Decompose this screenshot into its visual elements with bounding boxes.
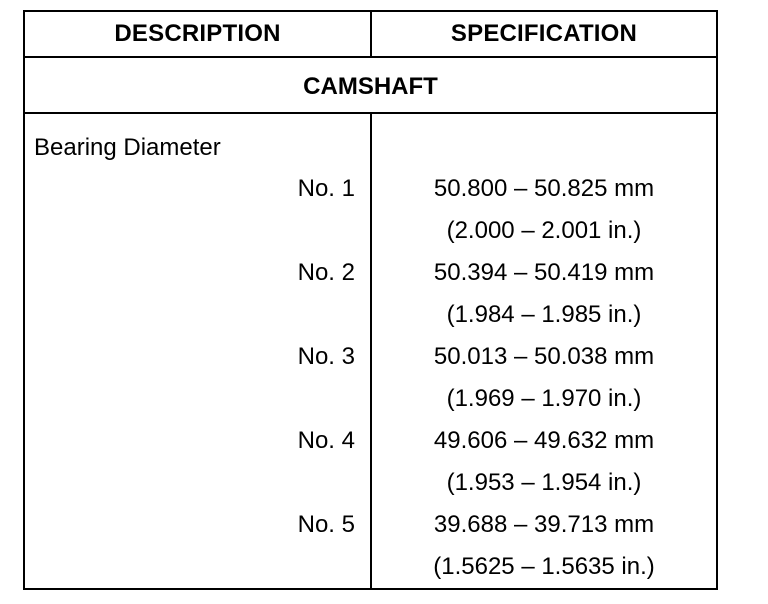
row-label: No. 4	[297, 427, 355, 454]
table-header-row	[25, 12, 716, 58]
spec-mm-value: 50.013 – 50.038 mm	[433, 343, 655, 370]
spec-inch-value: (1.953 – 1.954 in.)	[446, 469, 642, 496]
spec-mm-value: 50.800 – 50.825 mm	[433, 175, 655, 202]
spec-mm-value: 50.394 – 50.419 mm	[433, 259, 655, 286]
header-specification: SPECIFICATION	[450, 20, 638, 47]
group-label: Bearing Diameter	[34, 134, 221, 161]
table-row	[25, 252, 716, 336]
table-row	[25, 504, 716, 588]
table-body	[25, 114, 716, 588]
spec-inch-value: (1.5625 – 1.5635 in.)	[433, 553, 655, 580]
spec-table	[23, 10, 718, 590]
section-title: CAMSHAFT	[303, 73, 438, 100]
spec-inch-value: (1.969 – 1.970 in.)	[446, 385, 642, 412]
row-label: No. 5	[297, 511, 355, 538]
section-row	[25, 58, 716, 114]
row-label: No. 2	[297, 259, 355, 286]
table-row	[25, 168, 716, 252]
row-label: No. 3	[297, 343, 355, 370]
row-label: No. 1	[297, 175, 355, 202]
spec-inch-value: (2.000 – 2.001 in.)	[446, 217, 642, 244]
spec-inch-value: (1.984 – 1.985 in.)	[446, 301, 642, 328]
table-row	[25, 420, 716, 504]
header-description: DESCRIPTION	[114, 20, 281, 47]
spec-mm-value: 39.688 – 39.713 mm	[433, 511, 655, 538]
table-row	[25, 336, 716, 420]
spec-mm-value: 49.606 – 49.632 mm	[433, 427, 655, 454]
